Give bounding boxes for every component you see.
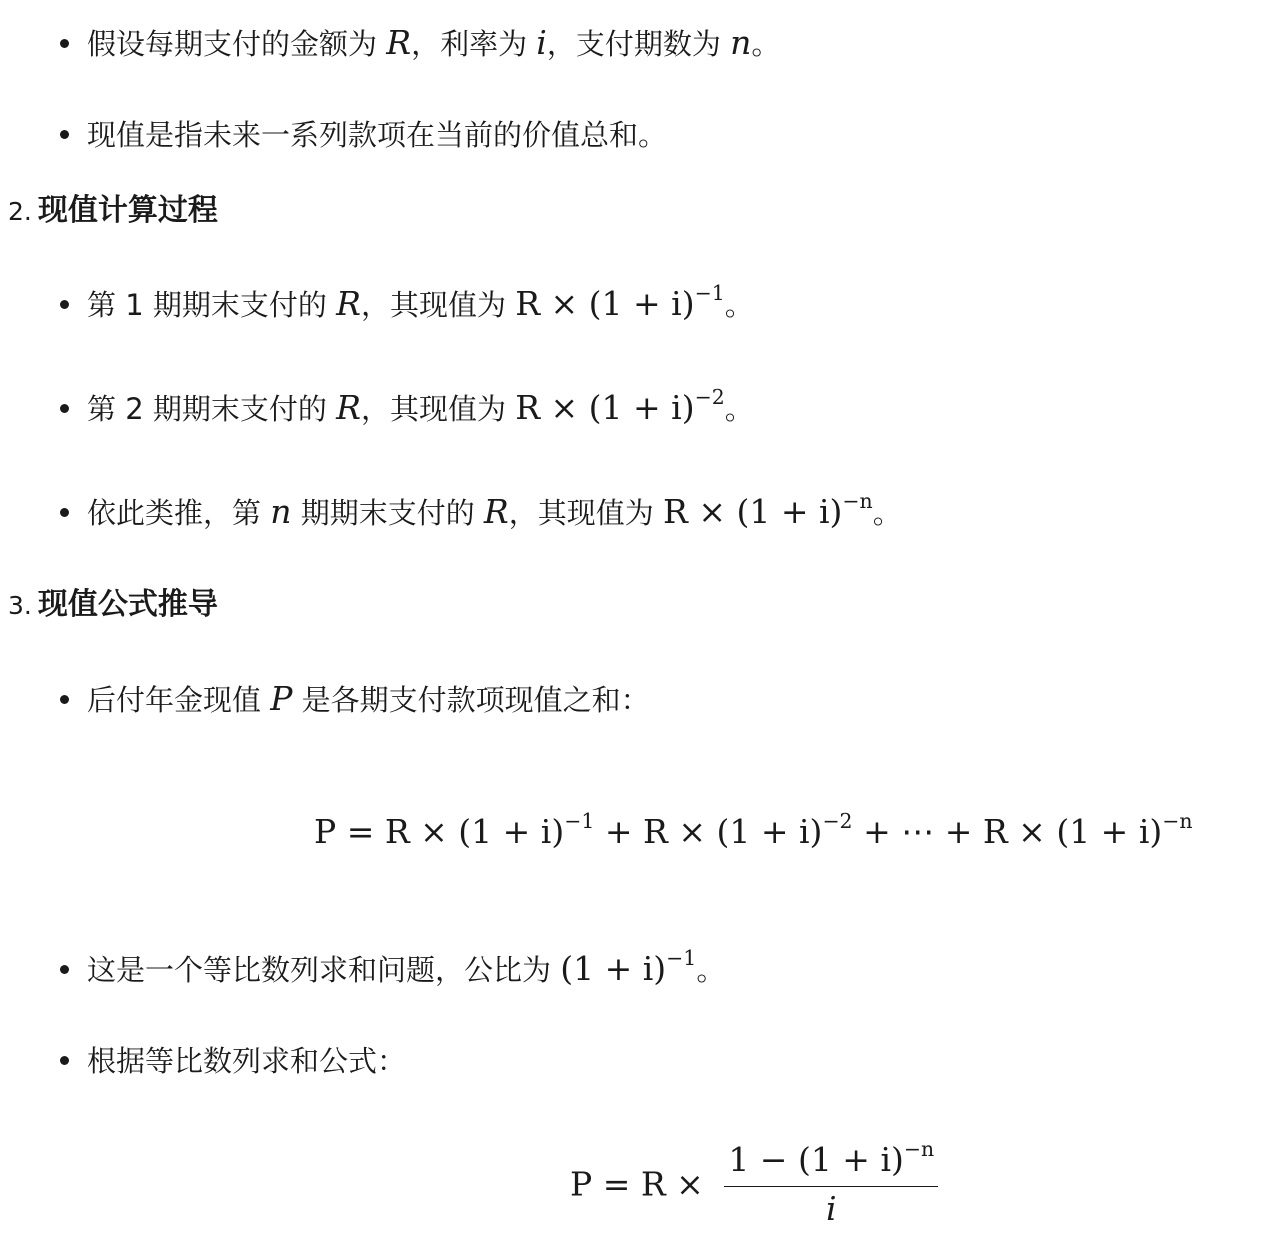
- item-text: 后付年金现值: [87, 683, 271, 717]
- bullet-dot: [60, 1056, 69, 1065]
- math-exponent: −1: [564, 808, 595, 833]
- math-base: (1 + i): [560, 949, 667, 988]
- list-item: [60, 488, 902, 533]
- math-variable: P: [270, 679, 293, 718]
- item-text: 根据等比数列求和公式：: [87, 1044, 407, 1078]
- math-base: R × (1 + i): [515, 388, 695, 427]
- item-text: 假设每期支付的金额为: [87, 27, 387, 61]
- fraction-numerator: [724, 1136, 938, 1187]
- equation-part: P = R × (1 + i): [314, 812, 565, 851]
- math-expression: [663, 488, 873, 531]
- equation-lhs: P = R ×: [570, 1164, 715, 1204]
- item-text: 是各期支付款项现值之和：: [292, 683, 650, 717]
- item-text: ，利率为: [411, 27, 537, 61]
- math-exponent: −1: [694, 280, 725, 305]
- numerator-base: 1 − (1 + i): [728, 1140, 904, 1179]
- item-text: 现值是指未来一系列款项在当前的价值总和。: [87, 118, 668, 152]
- math-exponent: −2: [822, 808, 853, 833]
- heading-number: 3.: [8, 591, 32, 620]
- equation-part: + ⋯ + R × (1 + i): [852, 812, 1163, 851]
- math-variable: n: [730, 23, 752, 62]
- math-expression: [560, 945, 697, 988]
- item-text: 。: [724, 288, 754, 322]
- item-text: 。: [696, 953, 726, 987]
- fraction: [724, 1136, 938, 1229]
- math-exponent: −n: [903, 1136, 935, 1161]
- math-expression: [515, 384, 725, 427]
- math-exponent: −2: [694, 384, 725, 409]
- bullet-dot: [60, 130, 69, 139]
- list-item: [60, 280, 754, 325]
- list-item: [60, 945, 726, 990]
- math-exponent: −n: [842, 488, 873, 513]
- item-text: 。: [751, 27, 781, 61]
- heading-title: 现值公式推导: [37, 587, 218, 622]
- bullet-dot: [60, 508, 69, 517]
- item-text: 依此类推，第: [87, 496, 271, 530]
- bullet-dot: [60, 404, 69, 413]
- list-item: [60, 384, 754, 429]
- math-base: R × (1 + i): [663, 492, 843, 531]
- item-text: 。: [872, 496, 902, 530]
- bullet-dot: [60, 39, 69, 48]
- display-equation-result: [570, 1136, 938, 1229]
- bullet-dot: [60, 695, 69, 704]
- list-item: [60, 115, 667, 155]
- item-text: ，其现值为: [360, 392, 516, 426]
- math-variable: R: [483, 492, 509, 531]
- item-text: 这是一个等比数列求和问题，公比为: [87, 953, 561, 987]
- section-heading: [8, 191, 218, 232]
- fraction-denominator: i: [825, 1189, 837, 1228]
- list-item: [60, 679, 650, 720]
- item-text: 第 2 期期末支付的: [87, 392, 337, 426]
- math-variable: R: [386, 23, 412, 62]
- item-text: 第 1 期期末支付的: [87, 288, 337, 322]
- math-exponent: −n: [1162, 808, 1193, 833]
- equation-part: + R × (1 + i): [594, 812, 823, 851]
- item-text: 。: [724, 392, 754, 426]
- math-variable: R: [336, 284, 361, 323]
- math-variable: i: [536, 23, 547, 62]
- bullet-dot: [60, 300, 69, 309]
- section-heading: [8, 585, 218, 626]
- math-exponent: −1: [666, 945, 697, 970]
- math-variable: R: [336, 388, 361, 427]
- item-text: ，支付期数为: [546, 27, 731, 61]
- heading-title: 现值计算过程: [37, 193, 218, 228]
- display-equation: [314, 808, 1193, 852]
- list-item: [60, 23, 780, 64]
- list-item: [60, 1041, 406, 1081]
- bullet-dot: [60, 965, 69, 974]
- item-text: ，其现值为: [508, 496, 663, 530]
- heading-number: 2.: [8, 197, 32, 226]
- math-variable: n: [270, 492, 292, 531]
- item-text: ，其现值为: [360, 288, 516, 322]
- math-base: R × (1 + i): [515, 284, 695, 323]
- math-expression: [515, 280, 725, 323]
- item-text: 期期末支付的: [291, 496, 484, 530]
